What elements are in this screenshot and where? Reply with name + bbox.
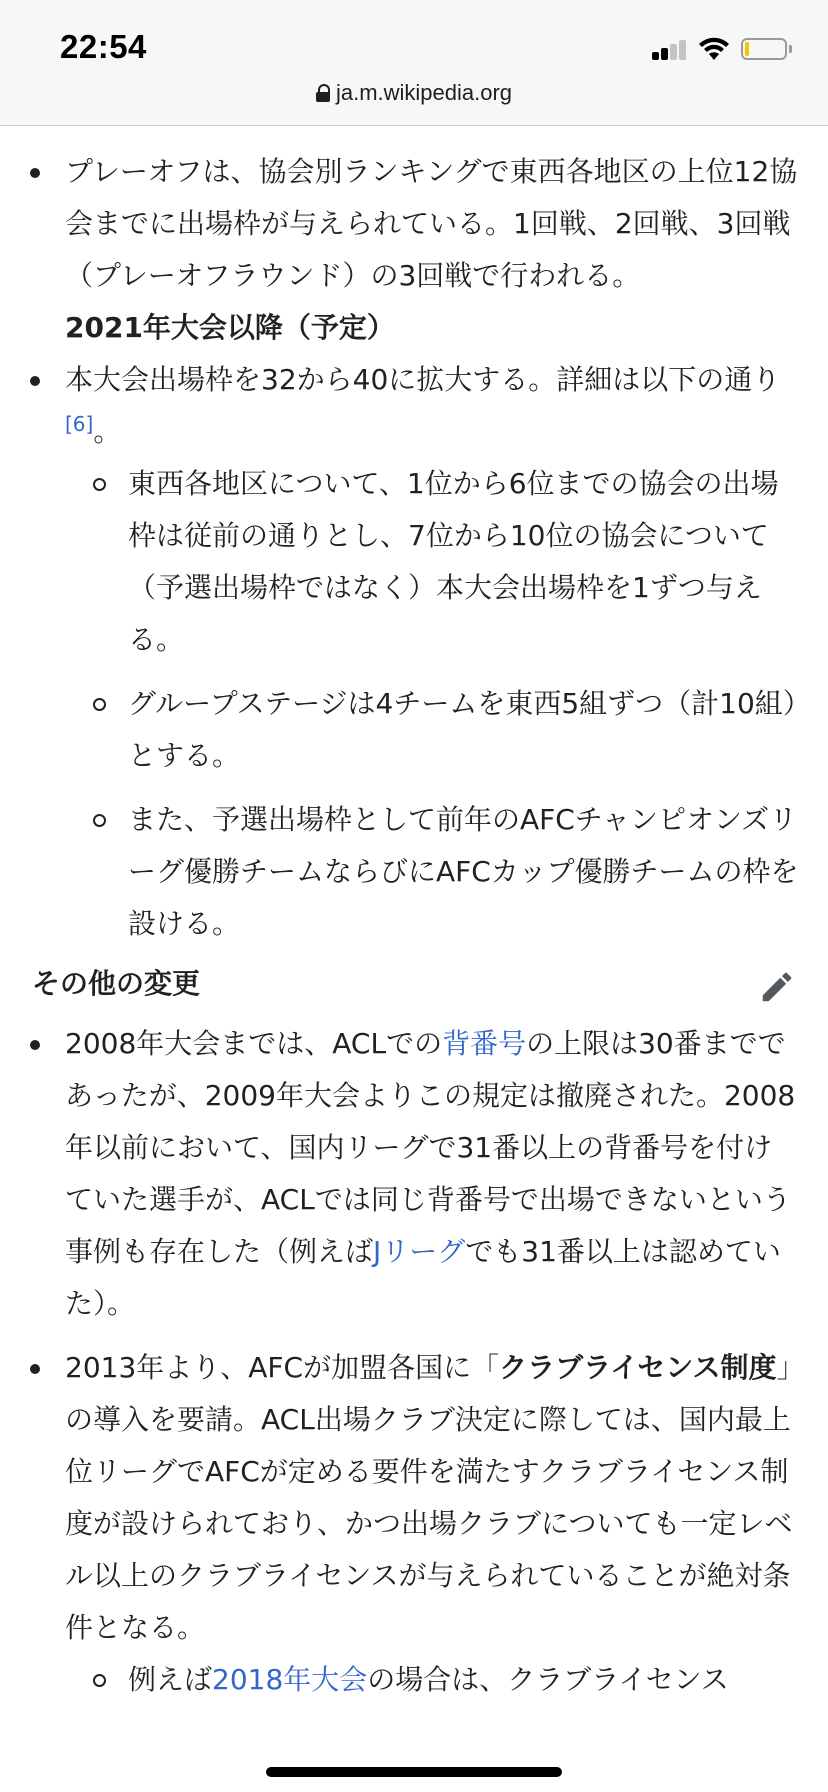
license-text-2: 」の導入を要請。ACL出場クラブ決定に際しては、国内最上位リーグでAFCが定める要件を満たすクラブライセンス制度が設けられており、かつ出場クラブについても一定レベル以上のクラブライセンスが与えられていることが絶対条件となる。 bbox=[65, 1351, 793, 1644]
address-bar[interactable] bbox=[0, 80, 828, 106]
pencil-edit-icon[interactable] bbox=[758, 968, 796, 1006]
list-item bbox=[0, 1342, 828, 1654]
wifi-icon bbox=[697, 34, 731, 62]
list-item bbox=[0, 1018, 828, 1330]
home-indicator[interactable] bbox=[266, 1767, 562, 1777]
link-uniform-number[interactable]: 背番号 bbox=[442, 1027, 527, 1060]
url-text: ja.m.wikipedia.org bbox=[335, 80, 513, 105]
expansion-text-end: 。 bbox=[93, 415, 122, 448]
link-2018-tournament[interactable]: 2018年大会 bbox=[212, 1663, 368, 1696]
section-heading bbox=[0, 958, 828, 1010]
license-bold: クラブライセンス制度 bbox=[499, 1351, 777, 1384]
link-j-league[interactable]: Jリーグ bbox=[373, 1235, 466, 1268]
last-sub-text-1: 例えば bbox=[128, 1663, 213, 1696]
sub-item-text: グループステージは4チームを東西5組ずつ（計10組）とする。 bbox=[128, 687, 797, 772]
bullet-circle bbox=[93, 698, 106, 711]
expansion-text: 本大会出場枠を32から40に拡大する。詳細は以下の通り bbox=[65, 363, 781, 396]
sub-list-item bbox=[0, 794, 828, 950]
numbers-text-3: でも31番以上は認めていた）。 bbox=[65, 1235, 781, 1320]
playoff-text: プレーオフは、協会別ランキングで東西各地区の上位12協会までに出場枠が与えられている。1回戦、2回戦、3回戦（プレーオフラウンド）の3回戦で行われる。 bbox=[65, 155, 798, 292]
bullet-circle bbox=[93, 1674, 106, 1687]
list-item bbox=[0, 146, 828, 302]
lock-icon bbox=[316, 84, 330, 102]
bullet-dot bbox=[30, 376, 40, 386]
last-sub-text-2: の場合は、クラブライセンス bbox=[367, 1663, 729, 1696]
signal-icon bbox=[652, 40, 688, 60]
bullet-circle bbox=[93, 478, 106, 491]
subheading-2021: 2021年大会以降（予定） bbox=[65, 311, 395, 344]
sub-item-text: また、予選出場枠として前年のAFCチャンピオンズリーグ優勝チームならびにAFCカップ優勝チームの枠を設ける。 bbox=[128, 803, 799, 940]
bullet-dot bbox=[30, 1364, 40, 1374]
bullet-dot bbox=[30, 168, 40, 178]
list-item bbox=[0, 354, 828, 458]
browser-top-bar bbox=[0, 0, 828, 126]
section-heading-text: その他の変更 bbox=[32, 967, 201, 1000]
status-time: 22:54 bbox=[60, 28, 147, 65]
bullet-circle bbox=[93, 814, 106, 827]
battery-icon bbox=[741, 38, 787, 60]
sub-item-text: 東西各地区について、1位から6位までの協会の出場枠は従前の通りとし、7位から10位の協会について（予選出場枠ではなく）本大会出場枠を1ずつ与える。 bbox=[128, 467, 779, 656]
sub-list-item bbox=[0, 1654, 828, 1706]
battery-tip bbox=[789, 45, 792, 53]
reference-link[interactable]: [6] bbox=[65, 412, 94, 436]
sub-list-item bbox=[0, 678, 828, 782]
article-content bbox=[0, 126, 828, 1706]
sub-list-item bbox=[0, 458, 828, 666]
license-text-1: 2013年より、AFCが加盟各国に「 bbox=[65, 1351, 500, 1384]
bullet-dot bbox=[30, 1040, 40, 1050]
numbers-text-1: 2008年大会までは、ACLでの bbox=[65, 1027, 443, 1060]
numbers-text-2: の上限は30番までであったが、2009年大会よりこの規定は撤廃された。2008年以前において、国内リーグで31番以上の背番号を付けていた選手が、ACLでは同じ背番号で出場できないという事例も存在した（例えば bbox=[65, 1027, 796, 1268]
